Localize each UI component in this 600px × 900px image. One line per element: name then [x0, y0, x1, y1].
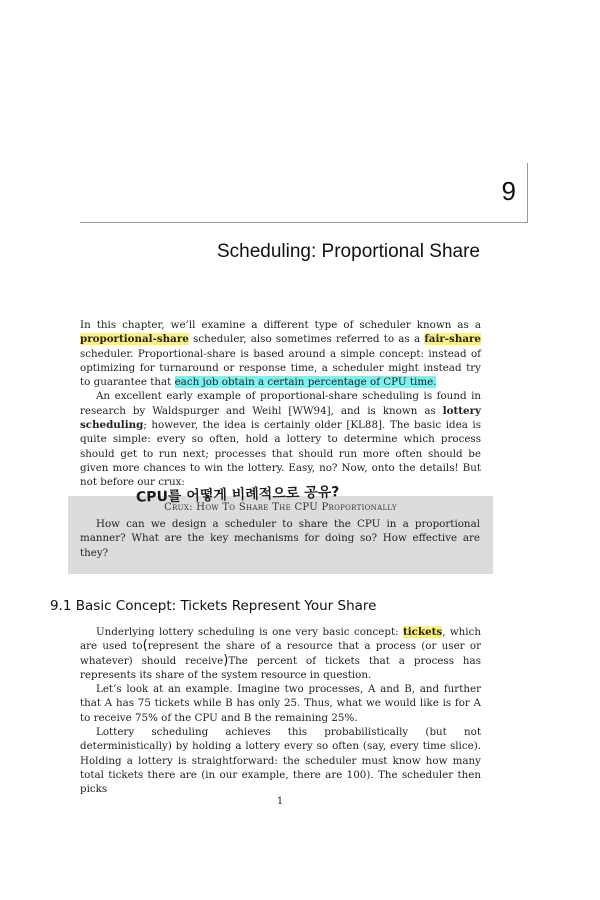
- text-run: represent the share of a resource that a process (or user or whatever) should receive: [80, 640, 481, 667]
- section-paragraph-2: Let’s look at an example. Imagine two processes, A and B, and further that A has 75 tickets while B has only 25. Thus, what we would like is for A to receive 75% of the CPU and B the remaining 25%.: [80, 683, 481, 724]
- section-paragraph-3: Lottery scheduling achieves this probabilistically (but not deterministically) by holding a lottery every so often (say, every time slice). Holding a lottery is straightforward: the scheduler must know how many total tickets there are (in our example, there are 100). The scheduler then picks: [80, 726, 481, 796]
- crux-heading: Crux: How To Share The CPU Proportionally: [164, 502, 397, 513]
- text-run: ; however, the idea is certainly older [KL88]. The basic idea is quite simple: every so often, hold a lottery to determine which process should get to run next; processes that should run more often should be given more chances to win the lottery. Easy, no? Now, onto the details! But not before our crux:: [80, 419, 481, 489]
- intro-paragraph-1: [80, 318, 481, 389]
- handwritten-annotation: CPU를 어떻게 비례적으로 공유?: [135, 484, 340, 506]
- highlight-proportional-share: proportional-share: [80, 333, 189, 346]
- chapter-title: Scheduling: Proportional Share: [216, 241, 480, 262]
- highlight-fair-share: fair-share: [424, 333, 481, 346]
- intro-paragraph-2: [80, 389, 481, 489]
- text-run: Underlying lottery scheduling is one very basic concept:: [96, 626, 403, 638]
- term-lottery-scheduling: lottery scheduling: [80, 404, 481, 432]
- intro-text: [80, 318, 481, 490]
- page-number: 1: [276, 796, 284, 807]
- text-run: , which are used to: [80, 626, 481, 653]
- text-run: scheduler. Proportional-share is based around a simple concept: instead of optimizing for turnaround or response time, a scheduler might instead try to guarantee that: [80, 347, 481, 389]
- highlight-cpu-percentage: each job obtain a certain percentage of CPU time.: [174, 376, 437, 389]
- section-title: 9.1 Basic Concept: Tickets Represent Your Share: [50, 598, 377, 614]
- chapter-rule-vertical: [527, 163, 528, 223]
- chapter-number: 9: [501, 176, 516, 206]
- section-paragraph-1: [80, 625, 481, 682]
- handwritten-open-paren: (: [142, 638, 148, 654]
- chapter-rule-horizontal: [80, 222, 528, 223]
- text-run: The percent of tickets that a process has represents its share of the system resource in question.: [80, 654, 481, 681]
- section-text: [80, 625, 481, 797]
- text-run: An excellent early example of proportional-share scheduling is found in research by Waldspurger and Weihl [WW94], and is known as: [80, 390, 481, 417]
- handwritten-close-paren: ): [223, 652, 229, 668]
- crux-text: How can we design a scheduler to share the CPU in a proportional manner? What are the key mechanisms for doing so? How effective are they?: [80, 518, 480, 559]
- text-run: scheduler, also sometimes referred to as a: [188, 333, 425, 346]
- crux-box: [68, 496, 493, 574]
- highlight-tickets: tickets: [403, 626, 443, 638]
- text-run: In this chapter, we’ll examine a different type of scheduler known as a: [80, 319, 481, 331]
